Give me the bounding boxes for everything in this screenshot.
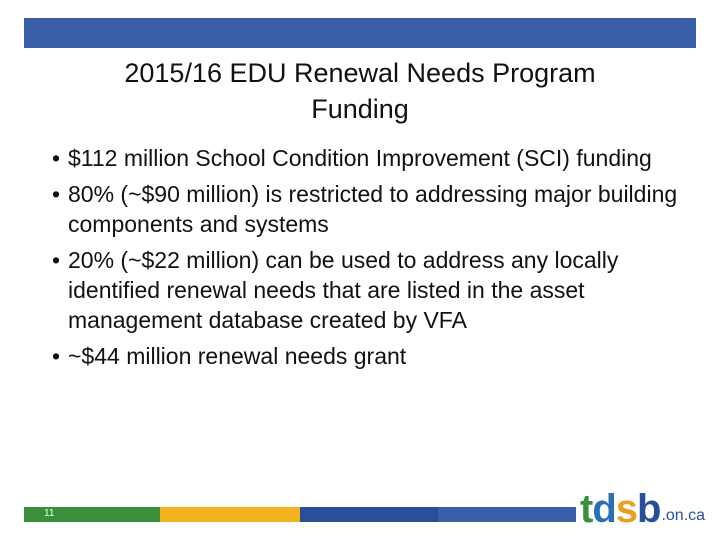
bullet-glyph: •: [52, 247, 61, 273]
slide-title-line-1: 2015/16 EDU Renewal Needs Program: [124, 58, 596, 88]
bullet-item: [52, 179, 692, 239]
bullet-item: [52, 341, 692, 371]
bullet-item: [52, 245, 692, 335]
slide-number: 11: [44, 508, 55, 519]
footer-segment-blue: [438, 507, 576, 522]
tdsb-logo-wordmark: [580, 487, 661, 531]
footer-segment-yellow: [160, 507, 300, 522]
bullet-list: [52, 143, 692, 377]
bullet-text: 80% (~$90 million) is restricted to addressing major building components and systems: [68, 181, 678, 237]
bullet-glyph: •: [52, 145, 61, 171]
logo-letter-s: s: [615, 487, 638, 531]
slide-title: [40, 55, 680, 127]
bullet-glyph: •: [52, 181, 61, 207]
bullet-glyph: •: [52, 343, 61, 369]
header-bar: [24, 18, 696, 48]
bullet-text: 20% (~$22 million) can be used to address any locally identified renewal needs that are listed in the asset management database created by VFA: [68, 247, 619, 333]
bullet-text: ~$44 million renewal needs grant: [68, 343, 407, 369]
logo-letter-d: d: [592, 487, 616, 531]
footer-color-bar: [24, 507, 576, 522]
bullet-item: [52, 143, 692, 173]
logo-domain-suffix: .on.ca: [661, 507, 706, 524]
logo-letter-b: b: [637, 487, 661, 531]
bullet-text: $112 million School Condition Improvement (SCI) funding: [68, 145, 652, 171]
footer-segment-navy: [300, 507, 438, 522]
tdsb-logo: [580, 487, 706, 531]
slide-title-line-2: Funding: [311, 94, 409, 124]
logo-letter-t: t: [580, 487, 593, 531]
